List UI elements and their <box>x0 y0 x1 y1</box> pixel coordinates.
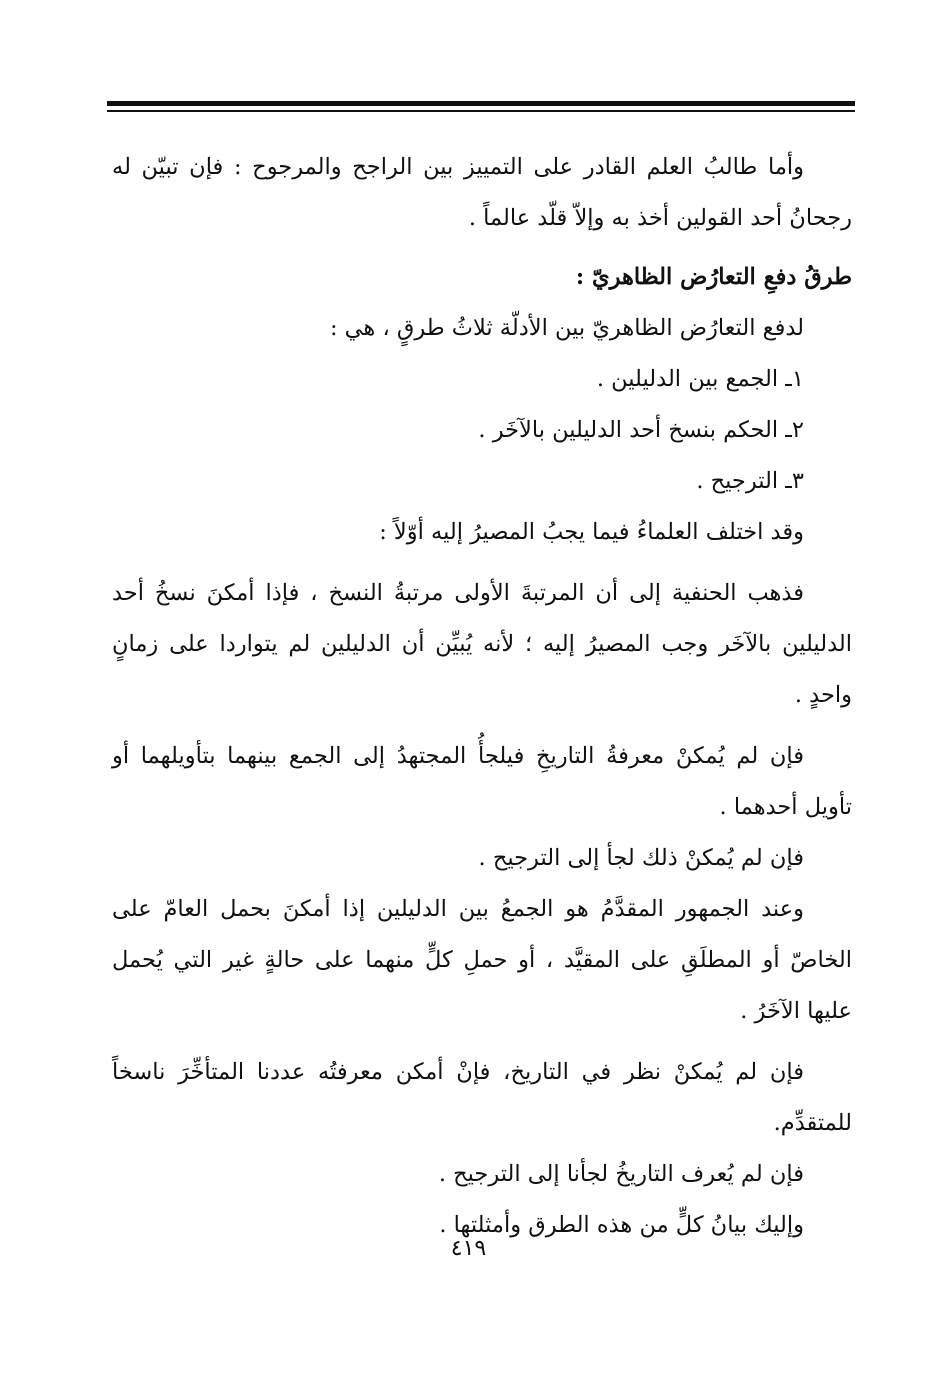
list-item-1: ١ـ الجمع بين الدليلين . <box>596 366 804 392</box>
list-item-2: ٢ـ الحكم بنسخ أحد الدليلين بالآخَر . <box>478 417 804 443</box>
page-number: ٤١٩ <box>450 1236 487 1261</box>
paragraph-5: فإن لم يُمكنْ معرفةُ التاريخِ فيلجأُ المجتهدُ إلى الجمع بينهما بتأويلهما أو تأويل أحدهما . <box>112 743 852 820</box>
paragraph-6: فإن لم يُمكنْ ذلك لجأ إلى الترجيح . <box>478 845 804 871</box>
list-item-3: ٣ـ الترجيح . <box>696 468 804 494</box>
header-rule-thick <box>107 101 855 106</box>
paragraph-9: فإن لم يُعرف التاريخُ لجأنا إلى الترجيح . <box>438 1161 804 1187</box>
paragraph-3: وقد اختلف العلماءُ فيما يجبُ المصيرُ إليه أوّلاً : <box>379 519 804 545</box>
header-rule-thin <box>107 110 855 112</box>
paragraph-8: فإن لم يُمكنْ نظر في التاريخ، فإنْ أمكن معرفتُه عددنا المتأخِّرَ ناسخاً للمتقدِّم. <box>112 1059 852 1136</box>
paragraph-2: لدفع التعارُض الظاهريّ بين الأدلّة ثلاثُ طرقٍ ، هي : <box>329 315 804 341</box>
section-heading: طرقُ دفعِ التعارُض الظاهريّ : <box>575 264 852 290</box>
paragraph-10: وإليك بيانُ كلٍّ من هذه الطرق وأمثلتها . <box>439 1212 804 1238</box>
paragraph-7: وعند الجمهور المقدَّمُ هو الجمعُ بين الدليلين إذا أمكنَ بحمل العامّ على الخاصّ أو المطلَقِ على المقيَّد ، أو حملِ كلٍّ منهما على حالةٍ غير التي يُحمل عليها الآخَرُ . <box>112 896 852 1024</box>
paragraph-1: وأما طالبُ العلم القادر على التمييز بين الراجح والمرجوح : فإن تبيّن له رجحانُ أحد القولين أخذ به وإلاّ قلّد عالماً . <box>112 154 852 231</box>
paragraph-4: فذهب الحنفية إلى أن المرتبةَ الأولى مرتبةُ النسخ ، فإذا أمكنَ نسخُ أحد الدليلين بالآخَر وجب المصيرُ إليه ؛ لأنه يُبيِّن أن الدليلين لم يتواردا على زمانٍ واحدٍ . <box>112 580 852 708</box>
page-body <box>112 142 852 1251</box>
